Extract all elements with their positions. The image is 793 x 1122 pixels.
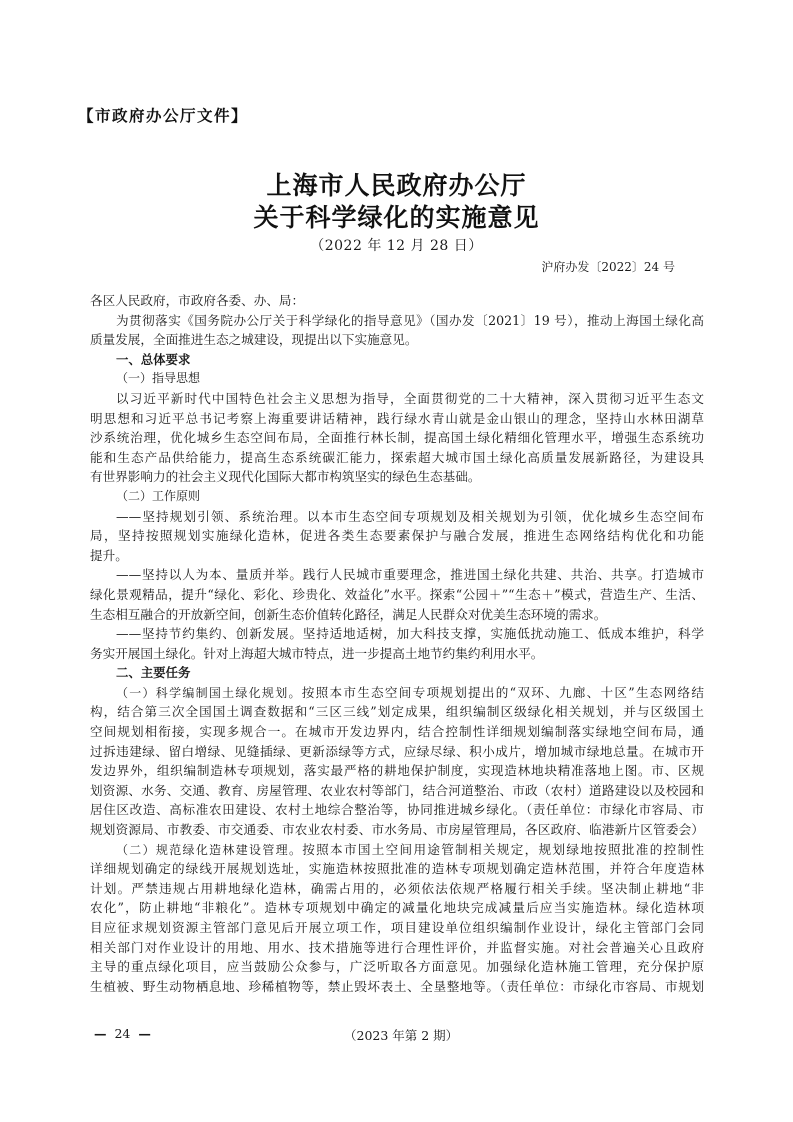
principle-line: 绿化景观精品，提升“绿化、彩化、珍贵化、效益化”水平。探索“公园＋”“生态＋”模式，营造生产、生活、 [90, 586, 704, 602]
document-number: 沪府办发〔2022〕24 号 [541, 260, 675, 274]
page-number [94, 1026, 151, 1041]
task-line: 居住区改造、高标准农田建设、农村土地综合整治等，协同推进城乡绿化。（责任单位：市绿化市容局、市 [90, 802, 704, 818]
task-line: 划资源、水务、交通、教育、房屋管理、农业农村等部门，结合河道整治、市政（农村）道路建设以及校园和 [90, 782, 704, 798]
principle-line: 提升。 [90, 547, 128, 563]
document-category-tag: 【市政府办公厅文件】 [78, 107, 249, 125]
principle-line: 务实开展国土绿化。针对上海超大城市特点，进一步提高土地节约集约利用水平。 [90, 645, 544, 661]
paragraph-line: 沙系统治理，优化城乡生态空间布局，全面推行林长制，提高国土绿化精细化管理水平，增强生态系统功 [90, 430, 704, 446]
principle-line: ——坚持节约集约、创新发展。坚持适地适树，加大科技支撑，实施低扰动施工、低成本维护，科学 [116, 626, 704, 642]
paragraph-line: 有世界影响力的社会主义现代化国际大都市构筑坚实的绿色生态基础。 [90, 469, 481, 485]
task-line: 发边界外，组织编制造林专项规划，落实最严格的耕地保护制度，实现造林地块精准落地上图。市、区规 [90, 763, 704, 779]
task-line: 计划。严禁违规占用耕地绿化造林，确需占用的，必须依法依规严格履行相关手续。坚决制止耕地“非 [90, 880, 704, 896]
section-heading-main-tasks: 二、主要任务 [116, 665, 191, 681]
task-line: 过拆违建绿、留白增绿、见缝插绿、更新添绿等方式，应绿尽绿、积小成片，增加城市绿地总量。在城市开 [90, 743, 704, 759]
task-line: 相关部门对作业设计的用地、用水、技术措施等进行合理性评价，并监督实施。对社会普遍关心且政府 [90, 939, 704, 955]
task-heading: （一）科学编制国土绿化规划。 [116, 685, 302, 700]
page-number-dash: — [94, 1026, 107, 1041]
task-line: 主导的重点绿化项目，应当鼓励公众参与，广泛听取各方面意见。加强绿化造林施工管理，充分保护原 [90, 959, 704, 975]
salutation: 各区人民政府，市政府各委、办、局： [90, 293, 305, 308]
task-text: 按照本市生态空间专项规划提出的“双环、九廊、十区”生态网络结 [301, 684, 704, 700]
task-line: 生植被、野生动物栖息地、珍稀植物等，禁止毁坏表土、全垦整地等。（责任单位：市绿化市容局、市规划 [90, 978, 704, 994]
task-line: 目应征求规划资源主管部门意见后开展立项工作，项目建设单位组织编制作业设计，绿化主管部门会同 [90, 920, 704, 935]
subsection-heading-work-principles: （二）工作原则 [116, 488, 201, 503]
principle-line: 生态相互融合的开放新空间，创新生态价值转化路径，满足人民群众对优美生态环境的需求。 [90, 606, 607, 622]
document-body [90, 291, 704, 996]
paragraph-line: 以习近平新时代中国特色社会主义思想为指导，全面贯彻党的二十大精神，深入贯彻习近平生态文 [116, 390, 704, 406]
page-number-dash: — [138, 1026, 151, 1041]
principle-line: 局，坚持按照规划实施绿化造林，促进各类生态要素保护与融合发展，推进生态网络结构优化和功能 [90, 528, 704, 544]
page-number-value: 24 [114, 1026, 131, 1041]
task-line: 规划资源局、市教委、市交通委、市农业农村委、市水务局、市房屋管理局，各区政府、临港新片区管委会） [90, 822, 704, 838]
paragraph-line: 能和生态产品供给能力，提高生态系统碳汇能力，探索超大城市国土绿化高质量发展新路径，为建设具 [90, 449, 704, 465]
section-heading-general-requirements: 一、总体要求 [116, 351, 191, 367]
intro-line: 质量发展，全面推进生态之城建设，现提出以下实施意见。 [90, 332, 418, 348]
document-title-line-1: 上海市人民政府办公厅 [266, 171, 527, 200]
task-line: 农化”，防止耕地“非粮化”。造林专项规划中确定的减量化地块完成减量后应当实施造林。绿化造林项 [90, 900, 704, 916]
task-line: 构，结合第三次全国国土调查数据和“三区三线”划定成果，组织编制区级绿化相关规划，并与区级国土 [90, 704, 704, 720]
task-line: 空间规划相衔接，实现多规合一。在城市开发边界内，结合控制性详细规划编制落实绿地空间布局，通 [90, 724, 704, 740]
issue-label: （2023 年第 2 期） [344, 1028, 459, 1043]
subsection-heading-guiding-thought: （一）指导思想 [116, 371, 201, 386]
principle-line: ——坚持以人为本、量质并举。践行人民城市重要理念，推进国土绿化共建、共治、共享。打造城市 [116, 567, 704, 583]
intro-line: 为贯彻落实《国务院办公厅关于科学绿化的指导意见》（国办发〔2021〕19 号），推动上海国土绿化高 [116, 312, 704, 328]
paragraph-line: 明思想和习近平总书记考察上海重要讲话精神，践行绿水青山就是金山银山的理念，坚持山水林田湖草 [90, 410, 704, 426]
task-line [90, 683, 704, 703]
document-title-line-2: 关于科学绿化的实施意见 [253, 203, 540, 232]
task-line: 详细规划确定的绿线开展规划选址，实施造林按照批准的造林专项规划确定造林范围，并符合年度造林 [90, 861, 704, 877]
principle-line: ——坚持规划引领、系统治理。以本市生态空间专项规划及相关规划为引领，优化城乡生态空间布 [116, 508, 704, 524]
task-text: 按照本市国土空间用途管制相关规定，规划绿地按照批准的控制性 [302, 841, 704, 857]
document-date: （2022 年 12 月 28 日） [310, 238, 483, 254]
task-line [90, 840, 704, 860]
task-heading: （二）规范绿化造林建设管理。 [116, 842, 303, 857]
